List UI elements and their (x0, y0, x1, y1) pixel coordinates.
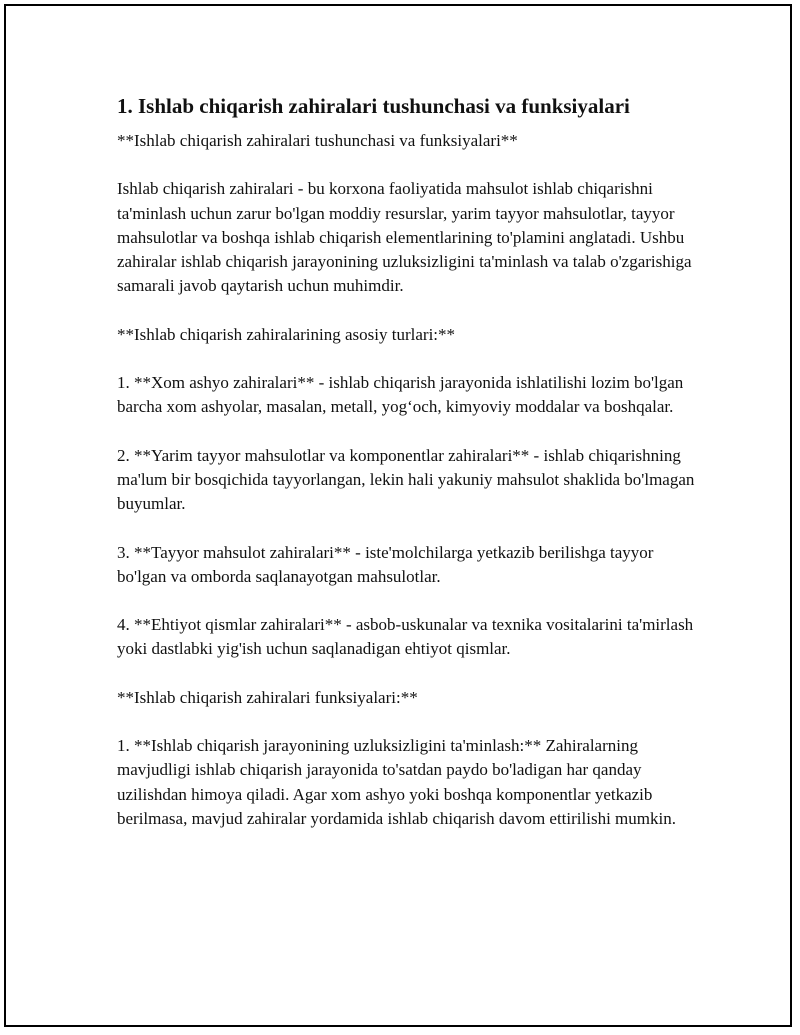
paragraph-types-heading: **Ishlab chiqarish zahiralarining asosiy turlari:** (117, 324, 456, 344)
paragraph-definition: Ishlab chiqarish zahiralari - bu korxona faoliyatida mahsulot ishlab chiqarishni ta'minlash uchun zarur bo'lgan moddiy resurslar, yarim tayyor mahsulotlar, tayyor mahsulotlar va boshqa ishlab chiqarish elementlarining to'plamini anglatadi. Ushbu zahiralar ishlab chiqarish jarayonining uzluksizligini ta'minlash va talab o'zgarishiga samarali javob qaytarish uchun muhimdir. (117, 179, 692, 296)
paragraph-subtitle: **Ishlab chiqarish zahiralari tushunchasi va funksiyalari** (117, 131, 518, 150)
paragraph-functions-heading: **Ishlab chiqarish zahiralari funksiyalari:** (117, 687, 418, 707)
list-item-finished-goods: 3. **Tayyor mahsulot zahiralari** - iste'molchilarga yetkazib berilishga tayyor bo'lgan va omborda saqlanayotgan mahsulotlar. (117, 542, 654, 586)
list-item-continuity: 1. **Ishlab chiqarish jarayonining uzluksizligini ta'minlash:** Zahiralarning mavjudligi ishlab chiqarish jarayonida to'satdan paydo bo'ladigan har qanday uzilishdan himoya qiladi. Agar xom ashyo yoki boshqa komponentlar yetkazib berilmasa, mavjud zahiralar yordamida ishlab chiqarish davom ettirilishi mumkin. (117, 736, 676, 828)
list-item-raw-materials: 1. **Xom ashyo zahiralari** - ishlab chiqarish jarayonida ishlatilishi lozim bo'lgan barcha xom ashyolar, masalan, metall, yog‘och, kimyoviy moddalar va boshqalar. (117, 373, 684, 417)
list-item-spare-parts: 4. **Ehtiyot qismlar zahiralari** - asbob-uskunalar va texnika vositalarini ta'mirlash yoki dastlabki yig'ish uchun saqlanadigan ehtiyot qismlar. (117, 615, 694, 659)
document-body (117, 92, 697, 855)
document-title: 1. Ishlab chiqarish zahiralari tushunchasi va funksiyalari (117, 94, 630, 118)
list-item-semi-finished: 2. **Yarim tayyor mahsulotlar va komponentlar zahiralari** - ishlab chiqarishning ma'lum bir bosqichida tayyorlangan, lekin hali yakuniy mahsulot shaklida bo'lmagan buyumlar. (117, 445, 695, 514)
